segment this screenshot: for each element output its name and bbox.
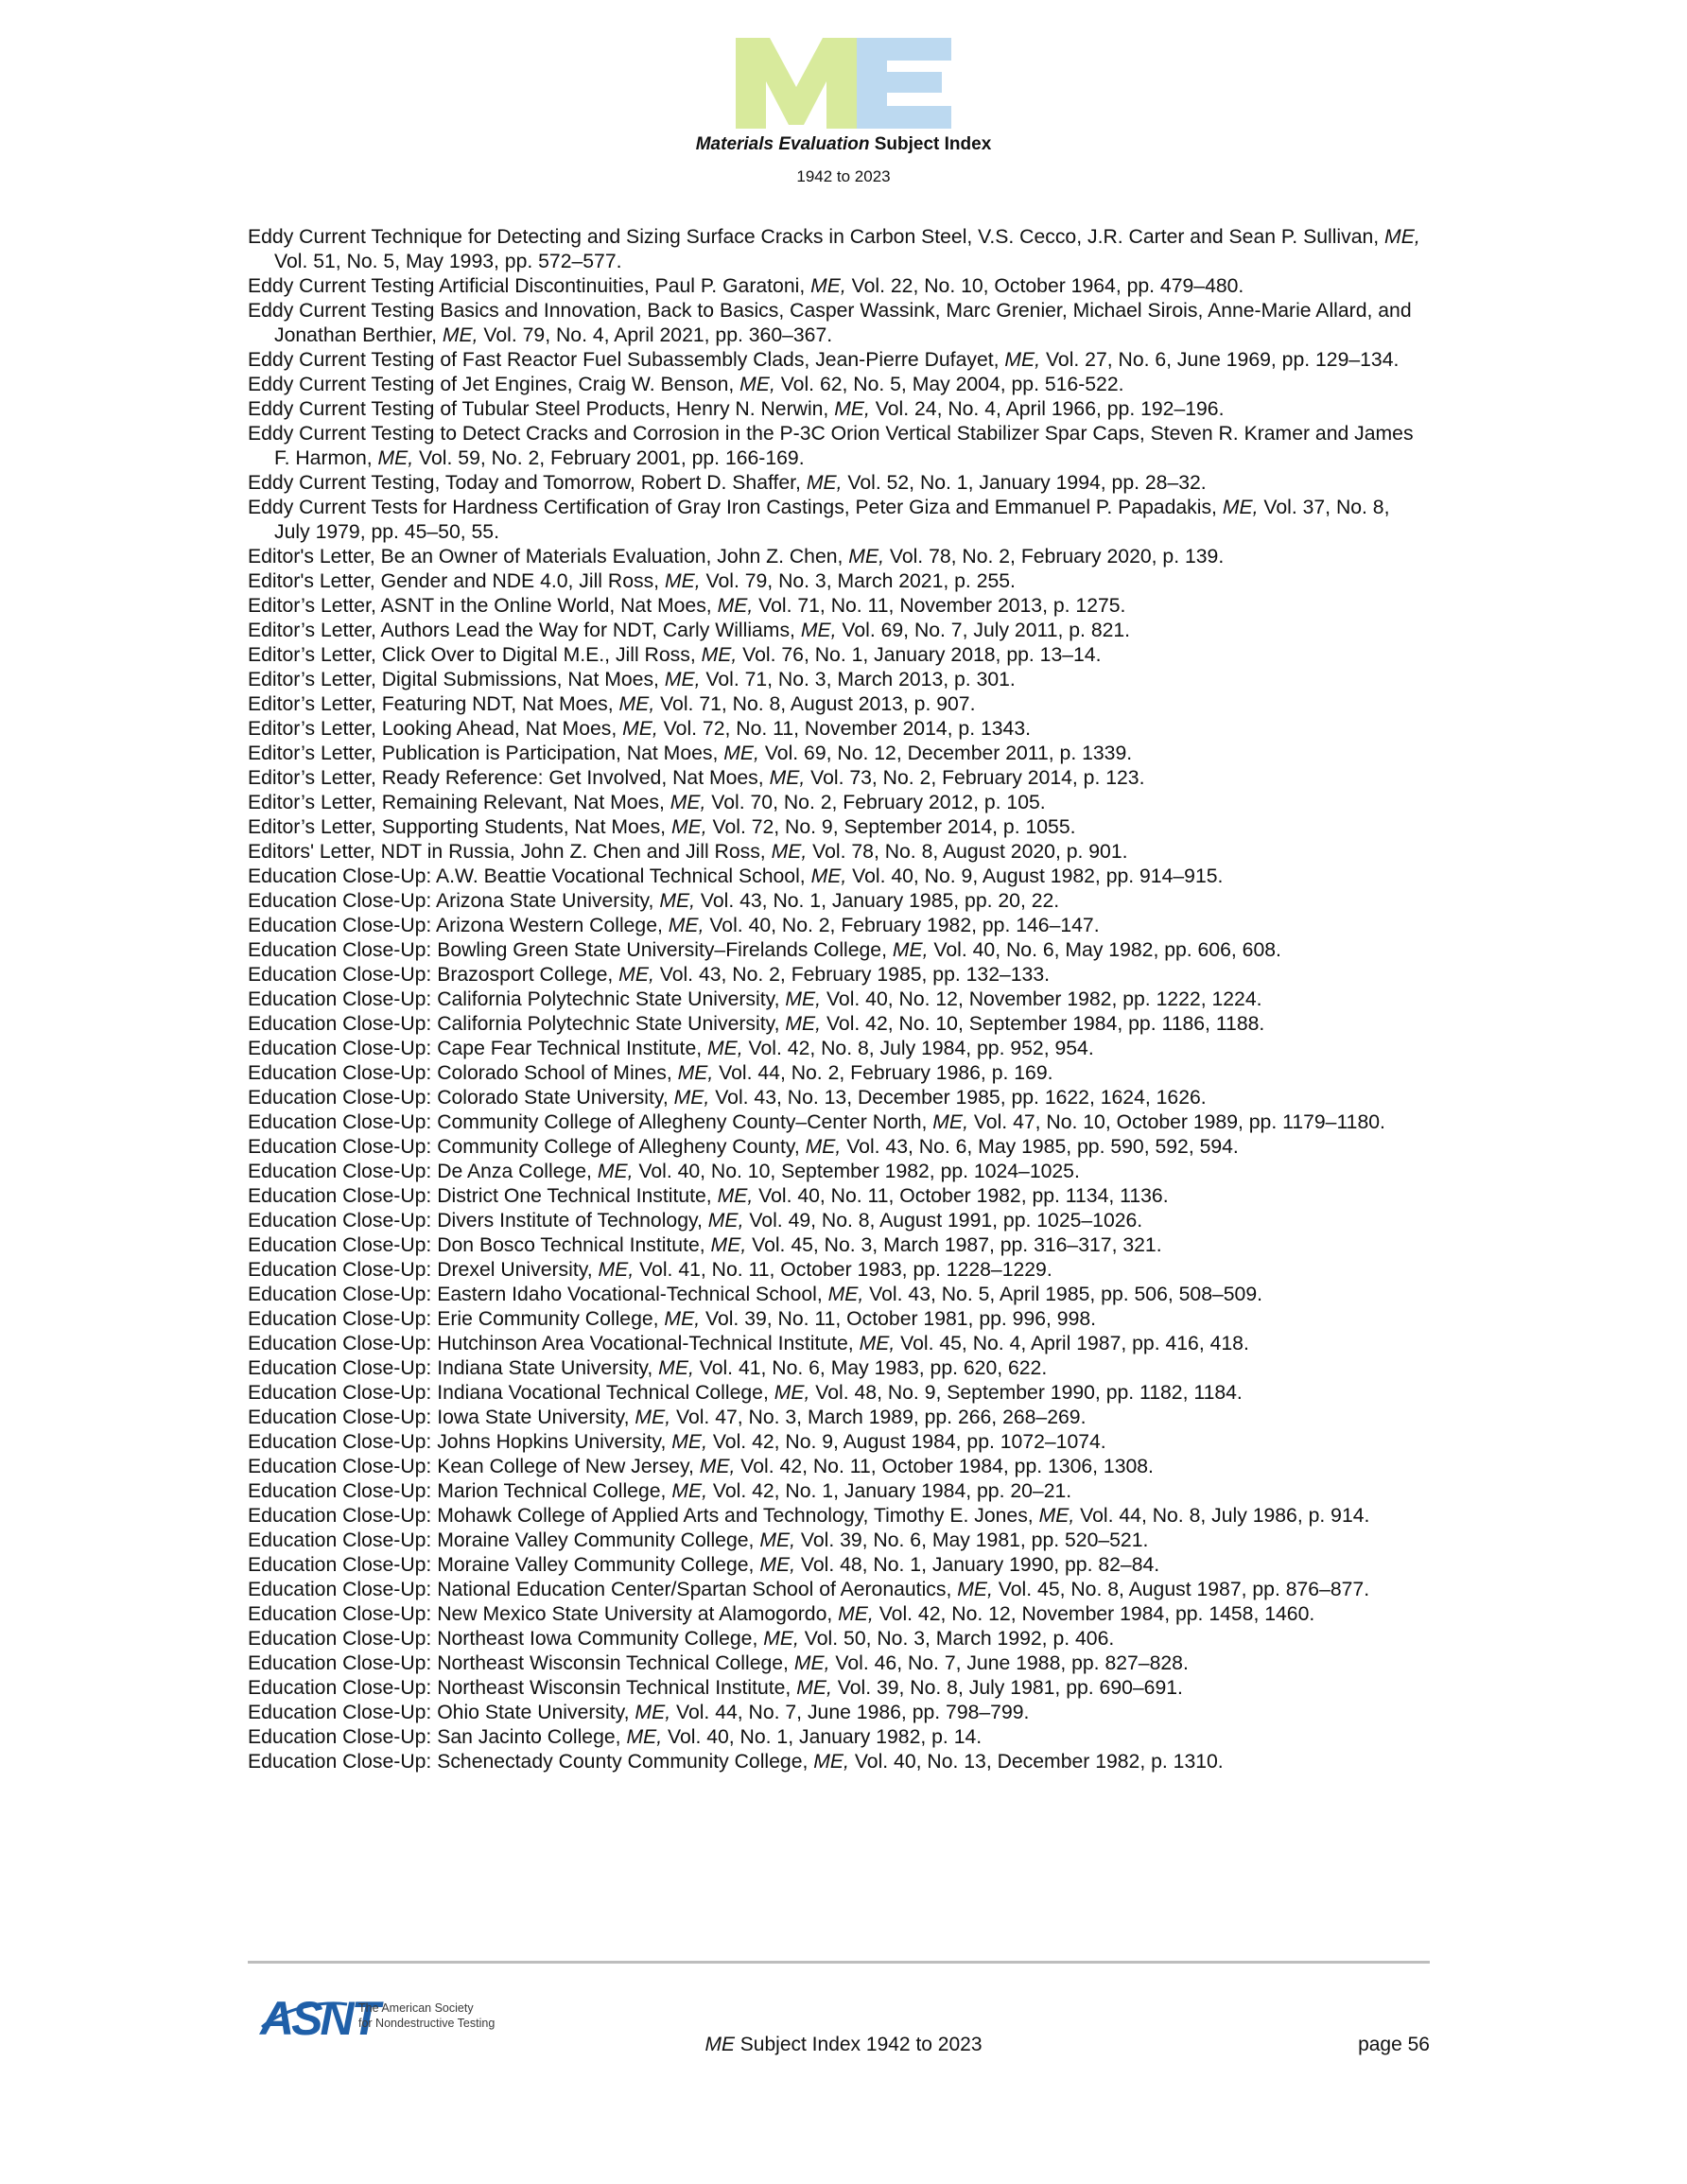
entry-citation: Vol. 41, No. 6, May 1983, pp. 620, 622. [693, 1357, 1048, 1379]
index-entry [248, 766, 1430, 791]
entry-title-author: Editor's Letter, Be an Owner of Materials Evaluation, John Z. Chen, [248, 546, 849, 568]
index-entry [248, 963, 1430, 987]
entry-citation: Vol. 50, No. 3, March 1992, p. 406. [798, 1628, 1115, 1650]
entry-citation: Vol. 42, No. 11, October 1984, pp. 1306, 1308. [735, 1456, 1154, 1477]
index-entry [248, 1578, 1430, 1602]
index-entry [248, 1406, 1430, 1430]
entry-title-author: Education Close-Up: Johns Hopkins University, [248, 1431, 672, 1453]
index-entry [248, 1160, 1430, 1184]
index-entry [248, 1307, 1430, 1332]
entry-citation: Vol. 71, No. 3, March 2013, p. 301. [700, 669, 1016, 690]
entry-citation: Vol. 42, No. 10, September 1984, pp. 1186, 1188. [821, 1013, 1265, 1035]
entry-title-author: Education Close-Up: California Polytechnic State University, [248, 988, 786, 1010]
entry-journal-abbrev: ME, [759, 1529, 795, 1551]
entry-title-author: Education Close-Up: San Jacinto College, [248, 1726, 627, 1748]
footer-title-abbrev: ME [704, 2034, 735, 2055]
index-entry [248, 1356, 1430, 1381]
entry-citation: Vol. 62, No. 5, May 2004, pp. 516-522. [774, 374, 1124, 395]
index-entry [248, 1430, 1430, 1455]
entry-citation: Vol. 37, No. 8, July 1979, pp. 45–50, 55. [274, 497, 1390, 543]
entry-journal-abbrev: ME, [1038, 1505, 1075, 1527]
entry-citation: Vol. 71, No. 8, August 2013, p. 907. [654, 693, 976, 715]
entry-title-author: Education Close-Up: Arizona State University, [248, 890, 660, 912]
index-entry [248, 1676, 1430, 1701]
entry-journal-abbrev: ME, [622, 718, 658, 740]
index-entry [248, 299, 1430, 348]
index-entry [248, 569, 1430, 594]
entry-title-author: Education Close-Up: Divers Institute of Technology, [248, 1210, 708, 1232]
index-entry [248, 889, 1430, 914]
index-entry [248, 619, 1430, 643]
entry-title-author: Education Close-Up: Ohio State University, [248, 1702, 635, 1723]
index-entry [248, 865, 1430, 889]
entry-journal-abbrev: ME, [671, 1431, 707, 1453]
entry-title-author: Education Close-Up: District One Technical Institute, [248, 1185, 718, 1207]
entry-title-author: Editor's Letter, Gender and NDE 4.0, Jill Ross, [248, 570, 665, 592]
entry-citation: Vol. 70, No. 2, February 2012, p. 105. [705, 792, 1046, 813]
entry-title-author: Editor’s Letter, Publication is Participation, Nat Moes, [248, 743, 724, 764]
entry-citation: Vol. 44, No. 2, February 1986, p. 169. [713, 1062, 1053, 1084]
entry-journal-abbrev: ME, [699, 1456, 736, 1477]
index-entry [248, 668, 1430, 692]
entry-title-author: Education Close-Up: Brazosport College, [248, 964, 619, 986]
index-entry [248, 1479, 1430, 1504]
entry-citation: Vol. 42, No. 8, July 1984, pp. 952, 954. [742, 1038, 1094, 1059]
entry-title-author: Eddy Current Tests for Hardness Certification of Gray Iron Castings, Peter Giza and Emmanuel P. Papadakis, [248, 497, 1223, 518]
entry-journal-abbrev: ME, [793, 1652, 830, 1674]
entry-citation: Vol. 39, No. 11, October 1981, pp. 996, 998. [700, 1308, 1097, 1330]
entry-title-author: Education Close-Up: De Anza College, [248, 1161, 598, 1182]
entry-citation: Vol. 46, No. 7, June 1988, pp. 827–828. [829, 1652, 1189, 1674]
index-entry [248, 422, 1430, 471]
index-entry [248, 496, 1430, 545]
entry-citation: Vol. 45, No. 3, March 1987, pp. 316–317, 321. [746, 1234, 1162, 1256]
entry-journal-abbrev: ME, [859, 1333, 896, 1354]
entry-journal-abbrev: ME, [635, 1406, 671, 1428]
entry-title-author: Education Close-Up: Hutchinson Area Vocational-Technical Institute, [248, 1333, 860, 1354]
entry-title-author: Education Close-Up: A.W. Beattie Vocational Technical School, [248, 865, 811, 887]
index-entry [248, 225, 1430, 274]
index-entry [248, 1529, 1430, 1553]
entry-citation: Vol. 78, No. 8, August 2020, p. 901. [807, 841, 1128, 863]
entry-title-author: Education Close-Up: New Mexico State University at Alamogordo, [248, 1603, 839, 1625]
index-entry [248, 1332, 1430, 1356]
entry-title-author: Education Close-Up: Don Bosco Technical Institute, [248, 1234, 711, 1256]
entry-title-author: Eddy Current Testing of Fast Reactor Fuel Subassembly Clads, Jean-Pierre Dufayet, [248, 349, 1005, 371]
entry-citation: Vol. 42, No. 1, January 1984, pp. 20–21. [706, 1480, 1072, 1502]
entry-citation: Vol. 41, No. 11, October 1983, pp. 1228–1229. [634, 1259, 1052, 1281]
entry-journal-abbrev: ME, [892, 939, 929, 961]
index-entry [248, 1012, 1430, 1037]
entry-citation: Vol. 45, No. 4, April 1987, pp. 416, 418. [895, 1333, 1249, 1354]
index-entry [248, 914, 1430, 938]
entry-citation: Vol. 27, No. 6, June 1969, pp. 129–134. [1040, 349, 1400, 371]
entry-journal-abbrev: ME, [673, 1087, 710, 1109]
entry-citation: Vol. 39, No. 8, July 1981, pp. 690–691. [831, 1677, 1183, 1699]
entry-citation: Vol. 72, No. 9, September 2014, p. 1055. [706, 816, 1076, 838]
entry-citation: Vol. 72, No. 11, November 2014, p. 1343. [657, 718, 1031, 740]
index-entry [248, 1725, 1430, 1750]
entry-title-author: Education Close-Up: Northeast Wisconsin Technical Institute, [248, 1677, 797, 1699]
entry-title-author: Eddy Current Testing Basics and Innovation, Back to Basics, Casper Wassink, Marc Grenier, Michael Sirois, Anne-Marie Allard, and Jonathan Berthier, [248, 300, 1412, 346]
entry-title-author: Education Close-Up: Bowling Green State University–Firelands College, [248, 939, 893, 961]
entry-title-author: Education Close-Up: Moraine Valley Community College, [248, 1529, 760, 1551]
index-entry [248, 471, 1430, 496]
entry-title-author: Eddy Current Testing, Today and Tomorrow, Robert D. Shaffer, [248, 472, 807, 494]
entry-citation: Vol. 40, No. 2, February 1982, pp. 146–147. [704, 915, 1100, 936]
index-entry [248, 1135, 1430, 1160]
title-journal-name: Materials Evaluation [695, 134, 870, 154]
index-entry [248, 274, 1430, 299]
entry-journal-abbrev: ME, [1384, 226, 1420, 248]
index-entry [248, 1750, 1430, 1774]
index-entry-list [248, 225, 1430, 1774]
entry-citation: Vol. 40, No. 6, May 1982, pp. 606, 608. [928, 939, 1281, 961]
entry-journal-abbrev: ME, [659, 890, 695, 912]
entry-journal-abbrev: ME, [848, 546, 884, 568]
entry-citation: Vol. 79, No. 4, April 2021, pp. 360–367. [478, 324, 833, 346]
entry-citation: Vol. 24, No. 4, April 1966, pp. 192–196. [869, 398, 1225, 420]
entry-journal-abbrev: ME, [800, 620, 837, 641]
entry-journal-abbrev: ME, [671, 1480, 707, 1502]
entry-title-author: Editor’s Letter, Looking Ahead, Nat Moes, [248, 718, 623, 740]
entry-title-author: Eddy Current Testing of Tubular Steel Products, Henry N. Nerwin, [248, 398, 835, 420]
entry-title-author: Education Close-Up: Drexel University, [248, 1259, 599, 1281]
entry-journal-abbrev: ME, [1222, 497, 1259, 518]
entry-journal-abbrev: ME, [598, 1259, 635, 1281]
entry-citation: Vol. 48, No. 9, September 1990, pp. 1182, 1184. [809, 1382, 1243, 1404]
entry-citation: Vol. 40, No. 9, August 1982, pp. 914–915. [846, 865, 1224, 887]
entry-citation: Vol. 78, No. 2, February 2020, p. 139. [883, 546, 1225, 568]
index-entry [248, 643, 1430, 668]
entry-journal-abbrev: ME, [664, 1308, 701, 1330]
entry-journal-abbrev: ME, [810, 865, 847, 887]
entry-title-author: Education Close-Up: National Education Center/Spartan School of Aeronautics, [248, 1579, 958, 1600]
entry-citation: Vol. 42, No. 12, November 1984, pp. 1458, 1460. [873, 1603, 1315, 1625]
index-entry [248, 1602, 1430, 1627]
entry-citation: Vol. 69, No. 7, July 2011, p. 821. [836, 620, 1131, 641]
entry-title-author: Education Close-Up: Erie Community College, [248, 1308, 665, 1330]
entry-citation: Vol. 52, No. 1, January 1994, pp. 28–32. [842, 472, 1207, 494]
entry-title-author: Education Close-Up: Indiana Vocational Technical College, [248, 1382, 774, 1404]
entry-citation: Vol. 59, No. 2, February 2001, pp. 166-169. [413, 447, 805, 469]
index-entry [248, 348, 1430, 373]
index-entry [248, 1627, 1430, 1651]
entry-title-author: Editor’s Letter, ASNT in the Online World, Nat Moes, [248, 595, 718, 617]
entry-journal-abbrev: ME, [377, 447, 414, 469]
entry-journal-abbrev: ME, [739, 374, 775, 395]
entry-citation: Vol. 39, No. 6, May 1981, pp. 520–521. [794, 1529, 1149, 1551]
entry-citation: Vol. 51, No. 5, May 1993, pp. 572–577. [274, 251, 622, 272]
entry-citation: Vol. 43, No. 2, February 1985, pp. 132–133. [653, 964, 1050, 986]
entry-journal-abbrev: ME, [759, 1554, 795, 1576]
page-number: page 56 [1358, 2034, 1430, 2055]
index-entry [248, 1455, 1430, 1479]
entry-journal-abbrev: ME, [932, 1111, 968, 1133]
index-entry [248, 1209, 1430, 1233]
entry-citation: Vol. 47, No. 10, October 1989, pp. 1179–1180. [967, 1111, 1385, 1133]
entry-title-author: Education Close-Up: Eastern Idaho Vocational-Technical School, [248, 1284, 828, 1305]
index-entry [248, 1184, 1430, 1209]
asnt-org-line2: for Nondestructive Testing [358, 2017, 496, 2030]
entry-title-author: Editor’s Letter, Remaining Relevant, Nat Moes, [248, 792, 670, 813]
entry-title-author: Education Close-Up: Community College of Allegheny County–Center North, [248, 1111, 933, 1133]
entry-citation: Vol. 40, No. 1, January 1982, p. 14. [662, 1726, 983, 1748]
entry-journal-abbrev: ME, [827, 1284, 864, 1305]
index-date-range: 1942 to 2023 [796, 167, 891, 185]
index-entry [248, 1258, 1430, 1283]
entry-journal-abbrev: ME, [805, 1136, 842, 1158]
entry-journal-abbrev: ME, [810, 275, 846, 297]
entry-citation: Vol. 43, No. 13, December 1985, pp. 1622, 1624, 1626. [709, 1087, 1207, 1109]
entry-journal-abbrev: ME, [670, 792, 706, 813]
entry-journal-abbrev: ME, [1004, 349, 1041, 371]
entry-journal-abbrev: ME, [701, 644, 738, 666]
index-entry [248, 815, 1430, 840]
index-entry [248, 717, 1430, 742]
entry-title-author: Education Close-Up: Arizona Western College, [248, 915, 669, 936]
entry-title-author: Education Close-Up: California Polytechnic State University, [248, 1013, 786, 1035]
entry-journal-abbrev: ME, [707, 1210, 744, 1232]
entry-journal-abbrev: ME, [785, 1013, 822, 1035]
entry-citation: Vol. 42, No. 9, August 1984, pp. 1072–1074. [706, 1431, 1106, 1453]
entry-journal-abbrev: ME, [769, 767, 806, 789]
entry-citation: Vol. 43, No. 6, May 1985, pp. 590, 592, 594. [841, 1136, 1239, 1158]
index-entry [248, 987, 1430, 1012]
entry-citation: Vol. 76, No. 1, January 2018, pp. 13–14. [737, 644, 1102, 666]
index-entry [248, 742, 1430, 766]
index-entry [248, 373, 1430, 397]
entry-title-author: Education Close-Up: Marion Technical College, [248, 1480, 672, 1502]
entry-title-author: Education Close-Up: Northeast Iowa Community College, [248, 1628, 764, 1650]
entry-citation: Vol. 22, No. 10, October 1964, pp. 479–480. [845, 275, 1244, 297]
entry-title-author: Editor’s Letter, Digital Submissions, Nat Moes, [248, 669, 665, 690]
entry-journal-abbrev: ME, [670, 816, 707, 838]
entry-journal-abbrev: ME, [664, 669, 701, 690]
entry-journal-abbrev: ME, [677, 1062, 714, 1084]
entry-journal-abbrev: ME, [597, 1161, 634, 1182]
entry-title-author: Education Close-Up: Indiana State University, [248, 1357, 659, 1379]
entry-journal-abbrev: ME, [771, 841, 808, 863]
entry-citation: Vol. 45, No. 8, August 1987, pp. 876–877. [992, 1579, 1370, 1600]
entry-citation: Vol. 40, No. 13, December 1982, p. 1310. [848, 1751, 1224, 1773]
entry-title-author: Editors' Letter, NDT in Russia, John Z. Chen and Jill Ross, [248, 841, 772, 863]
entry-title-author: Eddy Current Testing to Detect Cracks and Corrosion in the P-3C Orion Vertical Stabilizer Spar Caps, Steven R. Kramer and James F. Harmon, [248, 423, 1414, 469]
index-entry [248, 1061, 1430, 1086]
entry-title-author: Editor’s Letter, Ready Reference: Get Involved, Nat Moes, [248, 767, 770, 789]
entry-citation: Vol. 40, No. 12, November 1982, pp. 1222, 1224. [821, 988, 1262, 1010]
index-entry [248, 840, 1430, 865]
entry-journal-abbrev: ME, [668, 915, 704, 936]
entry-title-author: Education Close-Up: Northeast Wisconsin Technical College, [248, 1652, 794, 1674]
footer-title [0, 2034, 1687, 2056]
entry-journal-abbrev: ME, [813, 1751, 849, 1773]
index-entry [248, 397, 1430, 422]
entry-journal-abbrev: ME, [664, 570, 701, 592]
entry-journal-abbrev: ME, [806, 472, 843, 494]
entry-citation: Vol. 44, No. 8, July 1986, p. 914. [1074, 1505, 1370, 1527]
index-entry [248, 1651, 1430, 1676]
entry-citation: Vol. 71, No. 11, November 2013, p. 1275. [753, 595, 1126, 617]
index-title [0, 134, 1687, 155]
entry-title-author: Education Close-Up: Moraine Valley Community College, [248, 1554, 760, 1576]
entry-journal-abbrev: ME, [442, 324, 478, 346]
entry-title-author: Eddy Current Testing of Jet Engines, Craig W. Benson, [248, 374, 740, 395]
entry-title-author: Editor’s Letter, Featuring NDT, Nat Moes, [248, 693, 619, 715]
index-entry [248, 1037, 1430, 1061]
entry-title-author: Editor’s Letter, Supporting Students, Nat Moes, [248, 816, 671, 838]
index-entry [248, 1701, 1430, 1725]
entry-title-author: Editor’s Letter, Authors Lead the Way for NDT, Carly Williams, [248, 620, 801, 641]
entry-journal-abbrev: ME, [658, 1357, 694, 1379]
entry-journal-abbrev: ME, [618, 964, 654, 986]
entry-title-author: Education Close-Up: Schenectady County Community College, [248, 1751, 814, 1773]
entry-title-author: Education Close-Up: Cape Fear Technical Institute, [248, 1038, 707, 1059]
entry-title-author: Education Close-Up: Community College of Allegheny County, [248, 1136, 806, 1158]
entry-journal-abbrev: ME, [626, 1726, 663, 1748]
index-entry [248, 1283, 1430, 1307]
asnt-org-name [358, 2001, 495, 2031]
entry-title-author: Education Close-Up: Colorado State University, [248, 1087, 674, 1109]
entry-title-author: Eddy Current Testing Artificial Discontinuities, Paul P. Garatoni, [248, 275, 811, 297]
index-entry [248, 791, 1430, 815]
entry-citation: Vol. 79, No. 3, March 2021, p. 255. [700, 570, 1016, 592]
index-entry [248, 545, 1430, 569]
entry-journal-abbrev: ME, [635, 1702, 671, 1723]
entry-journal-abbrev: ME, [710, 1234, 747, 1256]
index-entry [248, 1504, 1430, 1529]
index-entry [248, 1553, 1430, 1578]
title-suffix: Subject Index [869, 134, 992, 154]
entry-journal-abbrev: ME, [796, 1677, 832, 1699]
entry-citation: Vol. 69, No. 12, December 2011, p. 1339. [758, 743, 1133, 764]
entry-journal-abbrev: ME, [717, 1185, 754, 1207]
entry-title-author: Editor’s Letter, Click Over to Digital M.E., Jill Ross, [248, 644, 702, 666]
entry-citation: Vol. 40, No. 10, September 1982, pp. 1024–1025. [633, 1161, 1080, 1182]
entry-journal-abbrev: ME, [785, 988, 822, 1010]
entry-citation: Vol. 43, No. 5, April 1985, pp. 506, 508–509. [863, 1284, 1263, 1305]
index-entry [248, 1381, 1430, 1406]
me-logo-icon [736, 38, 951, 129]
entry-citation: Vol. 73, No. 2, February 2014, p. 123. [805, 767, 1145, 789]
entry-title-author: Eddy Current Technique for Detecting and Sizing Surface Cracks in Carbon Steel, V.S. Cecco, J.R. Carter and Sean P. Sullivan, [248, 226, 1385, 248]
entry-journal-abbrev: ME, [838, 1603, 874, 1625]
entry-citation: Vol. 40, No. 11, October 1982, pp. 1134, 1136. [753, 1185, 1169, 1207]
entry-citation: Vol. 48, No. 1, January 1990, pp. 82–84. [794, 1554, 1160, 1576]
entry-journal-abbrev: ME, [957, 1579, 993, 1600]
entry-journal-abbrev: ME, [717, 595, 754, 617]
index-entry [248, 938, 1430, 963]
entry-title-author: Education Close-Up: Kean College of New Jersey, [248, 1456, 700, 1477]
entry-citation: Vol. 44, No. 7, June 1986, pp. 798–799. [670, 1702, 1030, 1723]
entry-title-author: Education Close-Up: Colorado School of Mines, [248, 1062, 678, 1084]
entry-journal-abbrev: ME, [723, 743, 759, 764]
index-entry [248, 1110, 1430, 1135]
index-entry [248, 594, 1430, 619]
entry-journal-abbrev: ME, [834, 398, 870, 420]
asnt-logo-text: ASNT [260, 1992, 378, 2045]
index-entry [248, 1233, 1430, 1258]
footer-divider [248, 1961, 1430, 1964]
entry-title-author: Education Close-Up: Mohawk College of Applied Arts and Technology, Timothy E. Jones, [248, 1505, 1039, 1527]
entry-journal-abbrev: ME, [707, 1038, 743, 1059]
entry-citation: Vol. 49, No. 8, August 1991, pp. 1025–1026. [743, 1210, 1143, 1232]
entry-journal-abbrev: ME, [774, 1382, 810, 1404]
entry-citation: Vol. 47, No. 3, March 1989, pp. 266, 268–269. [670, 1406, 1087, 1428]
entry-citation: Vol. 43, No. 1, January 1985, pp. 20, 22. [695, 890, 1060, 912]
footer-title-rest: Subject Index 1942 to 2023 [734, 2034, 983, 2055]
entry-journal-abbrev: ME, [763, 1628, 799, 1650]
entry-journal-abbrev: ME, [618, 693, 655, 715]
index-entry [248, 692, 1430, 717]
index-entry [248, 1086, 1430, 1110]
asnt-org-line1: The American Society [358, 2001, 474, 2015]
entry-title-author: Education Close-Up: Iowa State University, [248, 1406, 635, 1428]
